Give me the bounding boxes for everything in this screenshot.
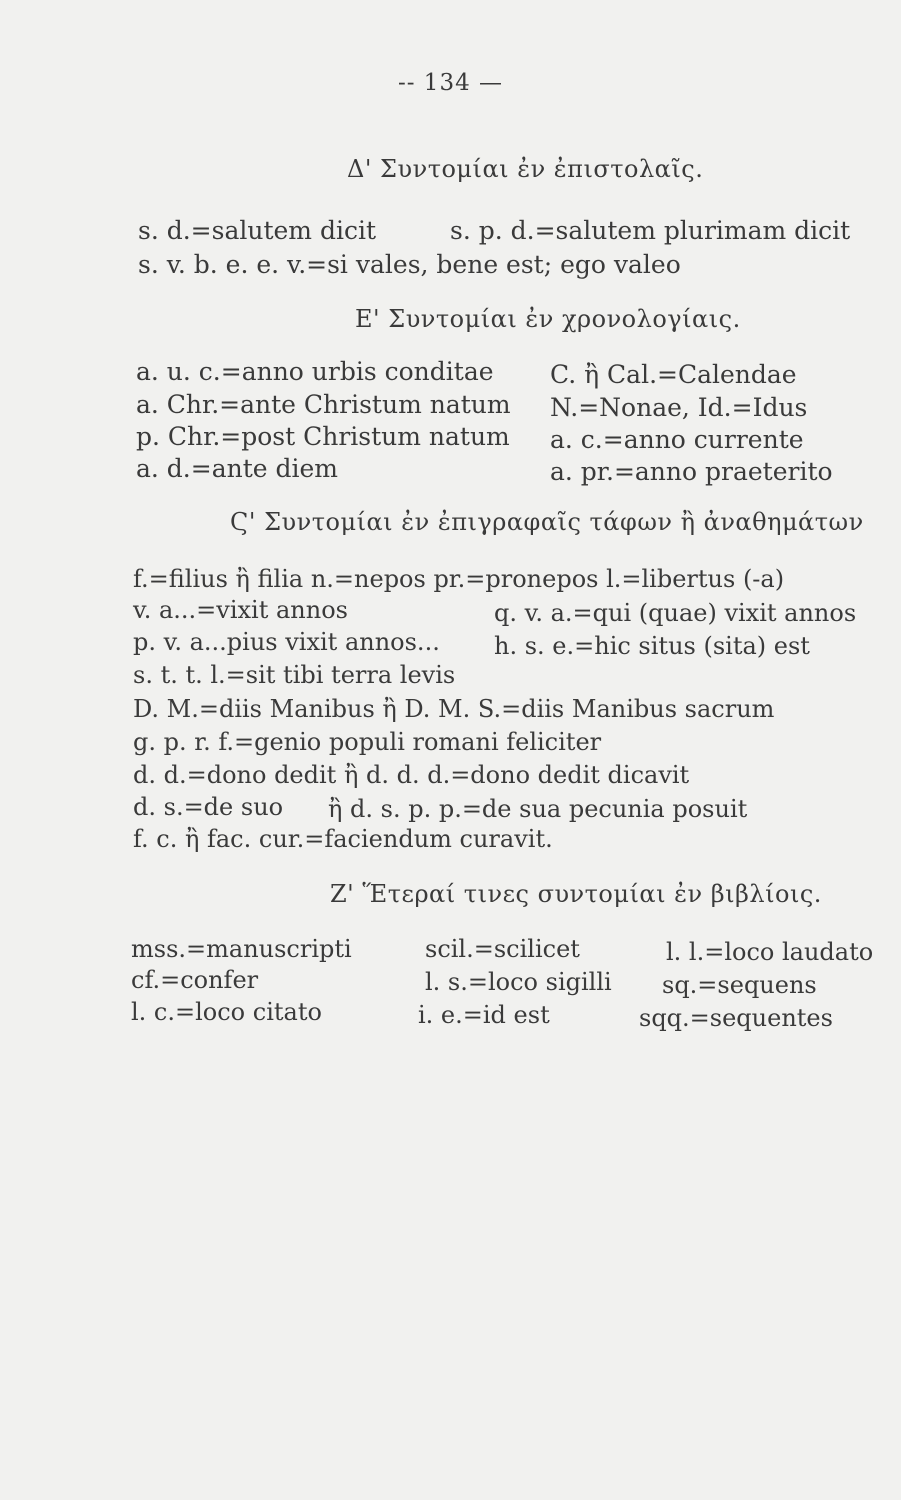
abbrev-line: a. u. c.=anno urbis conditae (136, 357, 494, 386)
abbrev-line: D. M.=diis Manibus ἢ D. M. S.=diis Manibus sacrum (133, 695, 775, 723)
abbrev-line: cf.=confer (131, 966, 259, 994)
abbrev-line: scil.=scilicet (425, 935, 580, 963)
abbrev-line: sq.=sequens (662, 971, 817, 999)
section-heading-inscriptions: Ϛ' Συντομίαι ἐν ἐπιγραφαῖς τάφων ἢ ἀναθημάτων (230, 508, 864, 536)
abbrev-line: h. s. e.=hic situs (sita) est (494, 632, 810, 660)
abbrev-line: s. t. t. l.=sit tibi terra levis (133, 661, 456, 689)
abbrev-line: l. s.=loco sigilli (425, 968, 612, 996)
section-heading-books: Ζ' Ἕτεραί τινες συντομίαι ἐν βιβλίοις. (330, 880, 822, 908)
page-number: -- 134 — (397, 70, 504, 96)
abbrev-line: q. v. a.=qui (quae) vixit annos (494, 599, 857, 627)
abbrev-line: g. p. r. f.=genio populi romani feliciter (133, 728, 602, 756)
abbrev-line: a. pr.=anno praeterito (550, 457, 833, 486)
abbrev-line: C. ἢ Cal.=Calendae (550, 360, 797, 389)
abbrev-line: i. e.=id est (418, 1001, 550, 1029)
abbrev-line: s. p. d.=salutem plurimam dicit (450, 216, 851, 245)
abbrev-line: sqq.=sequentes (639, 1004, 833, 1032)
abbrev-line: l. l.=loco laudato (666, 938, 874, 966)
abbrev-line: a. Chr.=ante Christum natum (136, 390, 511, 419)
abbrev-line: s. v. b. e. e. v.=si vales, bene est; ego valeo (138, 250, 681, 279)
abbrev-line: ἢ d. s. p. p.=de sua pecunia posuit (328, 795, 748, 823)
abbrev-line: d. s.=de suo (133, 793, 284, 821)
abbrev-line: f. c. ἢ fac. cur.=faciendum curavit. (133, 825, 553, 853)
abbrev-line: N.=Nonae, Id.=Idus (550, 393, 808, 422)
abbrev-line: p. v. a...pius vixit annos... (133, 628, 440, 656)
abbrev-line: d. d.=dono dedit ἢ d. d. d.=dono dedit dicavit (133, 761, 690, 789)
abbrev-line: a. d.=ante diem (136, 454, 338, 483)
section-heading-letters: Δ' Συντομίαι ἐν ἐπιστολαῖς. (347, 155, 704, 183)
section-heading-chronology: Ε' Συντομίαι ἐν χρονολογίαις. (355, 305, 741, 333)
abbrev-line: a. c.=anno currente (550, 425, 804, 454)
abbrev-line: l. c.=loco citato (131, 998, 322, 1026)
abbrev-line: mss.=manuscripti (131, 935, 352, 963)
abbrev-line: p. Chr.=post Christum natum (136, 422, 510, 451)
abbrev-line: f.=filius ἢ filia n.=nepos pr.=pronepos l.=libertus (-a) (133, 565, 785, 593)
abbrev-line: v. a...=vixit annos (133, 596, 348, 624)
abbrev-line: s. d.=salutem dicit (138, 216, 376, 245)
